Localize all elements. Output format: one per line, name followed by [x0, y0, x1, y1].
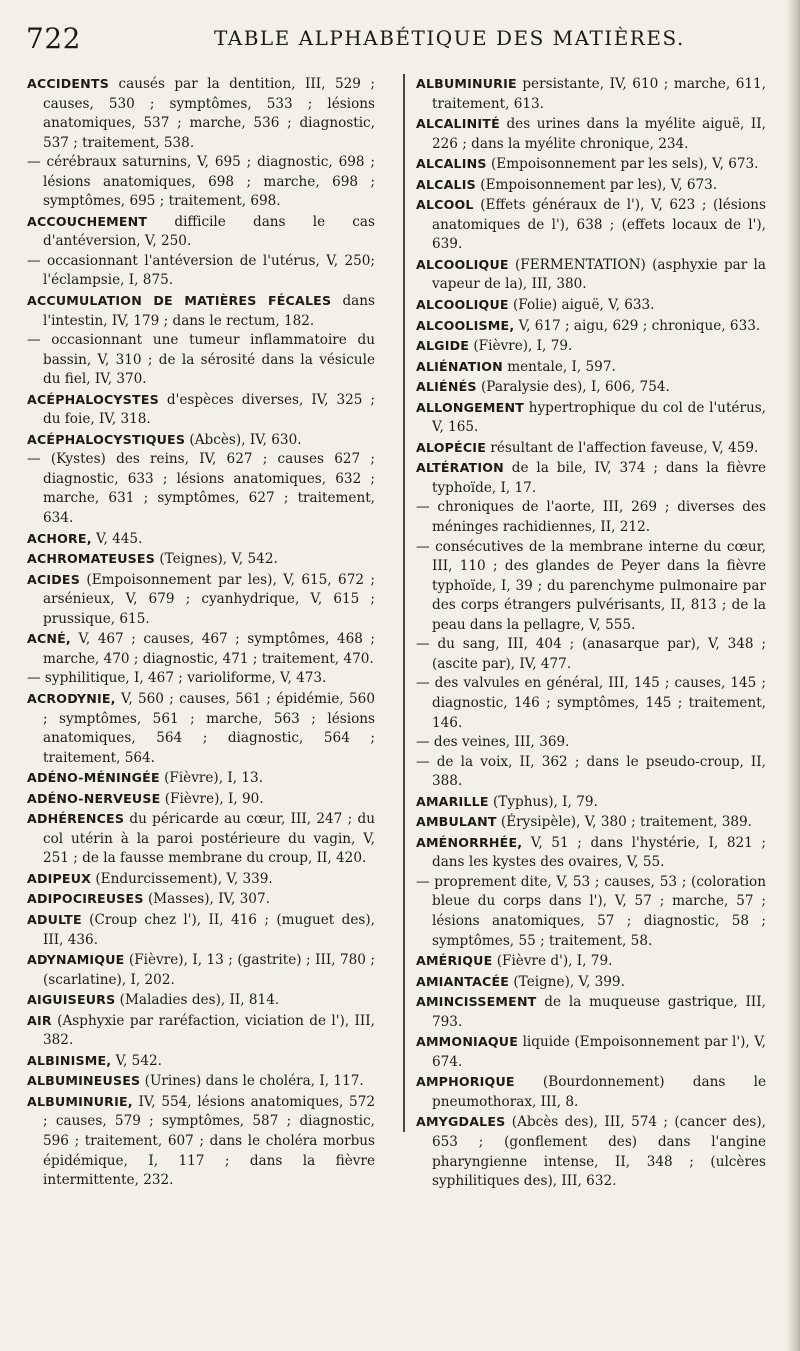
- entry-text: (Abcès des), III, 574 ; (cancer des), 653 ; (gonflement des) dans l'angine pharyngienne intense, II, 348 ; (ulcères syphilitiques des), III, 632.: [432, 1114, 766, 1190]
- index-entry: [27, 153, 375, 212]
- entry-headword: ADYNAMIQUE: [27, 952, 125, 968]
- index-entry: [27, 768, 375, 789]
- index-entry: [27, 889, 375, 910]
- page-number: 722: [26, 22, 81, 55]
- index-entry: [416, 674, 766, 733]
- entry-text: V, 560 ; causes, 561 ; épidémie, 560 ; symptômes, 561 ; marche, 563 ; lésions anatomiques, 564 ; diagnostic, 564 ; traitement, 564.: [43, 690, 375, 766]
- entry-text: — occasionnant une tumeur inflammatoire du bassin, V, 310 ; de la sérosité dans la vésicule du fiel, IV, 370.: [27, 332, 375, 388]
- index-entry: [27, 430, 375, 451]
- entry-text: V, 467 ; causes, 467 ; symptômes, 468 ; marche, 470 ; diagnostic, 471 ; traitement, 470.: [43, 631, 375, 667]
- entry-text: hypertrophique du col de l'utérus, V, 165.: [432, 399, 766, 436]
- entry-text: — des veines, III, 369.: [416, 734, 570, 751]
- entry-headword: ACÉPHALOCYSTIQUES: [27, 431, 186, 447]
- entry-text: (Abcès), IV, 630.: [185, 431, 302, 448]
- entry-headword: ALTÉRATION: [416, 460, 504, 476]
- entry-text: liquide (Empoisonnement par l'), V, 674.: [432, 1034, 766, 1070]
- index-entry: [27, 869, 375, 890]
- entry-text: — des valvules en général, III, 145 ; causes, 145 ; diagnostic, 146 ; symptômes, 145 ; traitement, 146.: [416, 675, 766, 731]
- entry-text: — proprement dite, V, 53 ; causes, 53 ; (coloration bleue du corps dans l'), V, 57 ; marche, 57 ; lésions anatomiques, 57 ; diagnostic, 58 ; symptômes, 55 ; traitement, 58.: [416, 873, 766, 949]
- entry-headword: ALCOOLIQUE: [416, 297, 509, 313]
- index-entry: [416, 377, 766, 398]
- entry-text: — consécutives de la membrane interne du cœur, III, 110 ; des glandes de Peyer dans la fièvre typhoïde, I, 39 ; du parenchyme pulmonaire par des corps étrangers pulvérisants, II, 813 ; de la peau dans la pellagre, V, 555.: [416, 538, 766, 633]
- entry-text: des urines dans la myélite aiguë, II, 226 ; dans la myélite chronique, 234.: [432, 116, 766, 152]
- entry-headword: AMARILLE: [416, 793, 489, 809]
- entry-text: (FERMENTATION) (asphyxie par la vapeur de la), III, 380.: [432, 256, 766, 293]
- entry-headword: ALGIDE: [416, 338, 470, 354]
- entry-text: — occasionnant l'antéversion de l'utérus, V, 250; l'éclampsie, I, 875.: [27, 252, 375, 289]
- entry-text: (Bourdonnement) dans le pneumothorax, III, 8.: [432, 1074, 766, 1110]
- entry-headword: ACNÉ,: [27, 631, 71, 647]
- entry-text: (Fièvre), I, 13.: [159, 770, 264, 787]
- entry-text: (Endurcissement), V, 339.: [91, 870, 273, 887]
- entry-text: difficile dans le cas d'antéversion, V, 250.: [43, 213, 375, 250]
- index-entry: [416, 295, 766, 316]
- index-entry: [416, 458, 766, 498]
- index-entry: [27, 450, 375, 528]
- entry-headword: AIR: [27, 1012, 52, 1028]
- entry-text: (Fièvre), I, 13 ; (gastrite) ; III, 780 ; (scarlatine), I, 202.: [43, 952, 375, 988]
- entry-headword: AIGUISEURS: [27, 992, 116, 1008]
- index-entry: [27, 669, 375, 689]
- entry-text: (Maladies des), II, 814.: [115, 992, 280, 1009]
- entry-text: causés par la dentition, III, 529 ; causes, 530 ; symptômes, 533 ; lésions anatomiques, 537 ; marche, 536 ; diagnostic, 537 ; traitement, 538.: [43, 76, 375, 151]
- index-entry: [416, 992, 766, 1032]
- entry-headword: ALOPÉCIE: [416, 439, 486, 455]
- entry-headword: AMPHORIQUE: [416, 1074, 515, 1090]
- index-entry: [27, 789, 375, 810]
- index-entry: [27, 570, 375, 630]
- entry-headword: ALCOOLIQUE: [416, 256, 509, 272]
- index-entry: [27, 990, 375, 1011]
- entry-headword: ADÉNO-NERVEUSE: [27, 790, 161, 806]
- entry-text: — chroniques de l'aorte, III, 269 ; diverses des méninges rachidiennes, II, 212.: [416, 499, 766, 536]
- index-entry: [416, 733, 766, 753]
- entry-headword: ACHORE,: [27, 530, 92, 546]
- entry-text: V, 617 ; aigu, 629 ; chronique, 633.: [514, 317, 761, 334]
- entry-text: (Masses), IV, 307.: [143, 891, 270, 908]
- entry-headword: ALIÉNATION: [416, 358, 503, 374]
- index-entry: [27, 689, 375, 768]
- entry-text: (Empoisonnement par les sels), V, 673.: [486, 156, 759, 173]
- page-header: [26, 20, 766, 60]
- index-entry: [27, 809, 375, 869]
- entry-text: dans l'intestin, IV, 179 ; dans le rectum, 182.: [43, 293, 375, 329]
- entry-headword: ACÉPHALOCYSTES: [27, 391, 159, 407]
- entry-text: (Effets généraux de l'), V, 623 ; (lésions anatomiques de l'), 638 ; (effets locaux de l'), 639.: [432, 197, 766, 253]
- entry-headword: AMÉRIQUE: [416, 953, 493, 969]
- entry-headword: AMINCISSEMENT: [416, 994, 537, 1010]
- index-entry: [416, 398, 766, 438]
- index-entry: [416, 114, 766, 154]
- index-entry: [416, 972, 766, 993]
- entry-text: V, 445.: [91, 530, 143, 547]
- entry-text: mentale, I, 597.: [502, 358, 616, 375]
- entry-text: — du sang, III, 404 ; (anasarque par), V, 348 ; (ascite par), IV, 477.: [416, 636, 766, 672]
- entry-headword: ADIPOCIREUSES: [27, 891, 144, 907]
- index-entry: [27, 291, 375, 331]
- entry-text: — syphilitique, I, 467 ; varioliforme, V, 473.: [27, 670, 327, 687]
- index-entry: [27, 390, 375, 430]
- index-entry: [27, 74, 375, 153]
- entry-headword: ALBUMINURIE: [416, 76, 517, 91]
- entry-text: V, 51 ; dans l'hystérie, I, 821 ; dans les kystes des ovaires, V, 55.: [432, 834, 766, 871]
- entry-headword: ALLONGEMENT: [416, 399, 524, 415]
- entry-text: (Urines) dans le choléra, I, 117.: [140, 1073, 364, 1090]
- entry-text: (Fièvre), I, 90.: [160, 790, 264, 807]
- entry-headword: ALCALIS: [416, 176, 476, 192]
- index-entry: [27, 331, 375, 390]
- index-entry: [416, 1032, 766, 1072]
- entry-headword: ALIÉNÉS: [416, 379, 477, 395]
- index-entry: [416, 255, 766, 295]
- entry-text: d'espèces diverses, IV, 325 ; du foie, IV, 318.: [43, 391, 375, 428]
- index-entry: [416, 498, 766, 537]
- entry-text: (Teigne), V, 399.: [509, 973, 625, 990]
- index-entry: [416, 175, 766, 196]
- index-entry: [416, 1112, 766, 1191]
- entry-headword: ACHROMATEUSES: [27, 551, 155, 567]
- entry-headword: AMIANTACÉE: [416, 973, 510, 989]
- entry-text: de la bile, IV, 374 ; dans la fièvre typhoïde, I, 17.: [432, 460, 766, 496]
- entry-text: (Fièvre d'), I, 79.: [492, 953, 613, 970]
- entry-headword: ADHÉRENCES: [27, 811, 125, 827]
- index-entry: [27, 629, 375, 669]
- entry-headword: ALBUMINEUSES: [27, 1073, 141, 1089]
- index-entry: [416, 74, 766, 114]
- entry-headword: AMÉNORRHÉE,: [416, 834, 523, 850]
- entry-headword: ACCUMULATION DE MATIÈRES FÉCALES: [27, 293, 332, 309]
- entry-headword: ALCOOL: [416, 197, 474, 213]
- entry-text: de la muqueuse gastrique, III, 793.: [432, 994, 766, 1030]
- index-entry: [27, 910, 375, 950]
- entry-text: (Asphyxie par raréfaction, viciation de l'), III, 382.: [43, 1012, 375, 1049]
- entry-headword: ALBUMINURIE,: [27, 1093, 133, 1109]
- entry-text: (Paralysie des), I, 606, 754.: [476, 379, 670, 396]
- page-edge-shadow: [786, 0, 800, 1351]
- right-column: [416, 74, 766, 1192]
- entry-text: (Empoisonnement par les), V, 615, 672 ; arsénieux, V, 679 ; cyanhydrique, V, 615 ; prussique, 615.: [43, 571, 375, 627]
- entry-headword: AMMONIAQUE: [416, 1034, 519, 1050]
- index-entry: [416, 195, 766, 255]
- column-divider: [403, 74, 405, 1132]
- entry-text: (Empoisonnement par les), V, 673.: [475, 176, 718, 193]
- entry-text: (Teignes), V, 542.: [155, 551, 278, 568]
- entry-text: — (Kystes) des reins, IV, 627 ; causes 627 ; diagnostic, 633 ; lésions anatomiques, 632 ; marche, 631 ; symptômes, 627 ; traitement, 634.: [27, 451, 375, 527]
- index-entry: [416, 357, 766, 378]
- index-entry: [27, 529, 375, 550]
- entry-text: — cérébraux saturnins, V, 695 ; diagnostic, 698 ; lésions anatomiques, 698 ; marche, 698 ; symptômes, 695 ; traitement, 698.: [27, 154, 375, 210]
- entry-text: (Fièvre), I, 79.: [469, 338, 573, 355]
- entry-headword: AMBULANT: [416, 814, 497, 830]
- entry-text: (Croup chez l'), II, 416 ; (muguet des), III, 436.: [43, 911, 375, 948]
- entry-headword: ALCOOLISME,: [416, 317, 515, 333]
- entry-text: (Folie) aiguë, V, 633.: [508, 297, 655, 314]
- index-entry: [416, 1072, 766, 1112]
- index-entry: [27, 212, 375, 252]
- index-entry: [27, 549, 375, 570]
- entry-text: résultant de l'affection faveuse, V, 459.: [486, 439, 759, 456]
- index-entry: [416, 951, 766, 972]
- entry-headword: AMYGDALES: [416, 1114, 506, 1130]
- entry-headword: ACCIDENTS: [27, 76, 109, 91]
- index-entry: [27, 1011, 375, 1051]
- index-entry: [416, 635, 766, 674]
- entry-headword: ADIPEUX: [27, 870, 92, 886]
- index-entry: [416, 873, 766, 951]
- index-entry: [416, 538, 766, 636]
- entry-text: V, 542.: [111, 1052, 162, 1069]
- index-entry: [416, 833, 766, 873]
- entry-text: persistante, IV, 610 ; marche, 611, traitement, 613.: [432, 76, 766, 112]
- entry-headword: ALBINISME,: [27, 1052, 112, 1068]
- index-entry: [416, 438, 766, 459]
- entry-text: (Érysipèle), V, 380 ; traitement, 389.: [496, 814, 752, 831]
- entry-headword: ALCALINITÉ: [416, 116, 500, 132]
- left-column: [27, 74, 375, 1191]
- index-entry: [27, 252, 375, 291]
- entry-headword: ACIDES: [27, 571, 81, 587]
- index-entry: [416, 316, 766, 337]
- entry-text: IV, 554, lésions anatomiques, 572 ; causes, 579 ; symptômes, 587 ; diagnostic, 596 ; traitement, 607 ; dans le choléra morbus épidémique, I, 117 ; dans la fièvre intermittente, 232.: [43, 1093, 375, 1189]
- entry-text: du péricarde au cœur, III, 247 ; du col utérin à la paroi postérieure du vagin, V, 251 ; de la fausse membrane du croup, II, 420.: [43, 811, 375, 867]
- entry-text: — de la voix, II, 362 ; dans le pseudo-croup, II, 388.: [416, 753, 766, 790]
- entry-headword: ACRODYNIE,: [27, 690, 116, 706]
- index-entry: [416, 792, 766, 813]
- index-entry: [27, 1092, 375, 1191]
- entry-headword: ADÉNO-MÉNINGÉE: [27, 770, 160, 786]
- index-entry: [416, 154, 766, 175]
- index-entry: [416, 812, 766, 833]
- entry-headword: ALCALINS: [416, 156, 487, 172]
- entry-headword: ACCOUCHEMENT: [27, 213, 148, 229]
- index-entry: [416, 753, 766, 792]
- index-entry: [27, 950, 375, 990]
- index-entry: [27, 1051, 375, 1072]
- entry-text: (Typhus), I, 79.: [488, 793, 598, 810]
- index-entry: [27, 1071, 375, 1092]
- running-head: TABLE ALPHABÉTIQUE DES MATIÈRES.: [214, 26, 685, 50]
- entry-headword: ADULTE: [27, 911, 82, 927]
- index-entry: [416, 336, 766, 357]
